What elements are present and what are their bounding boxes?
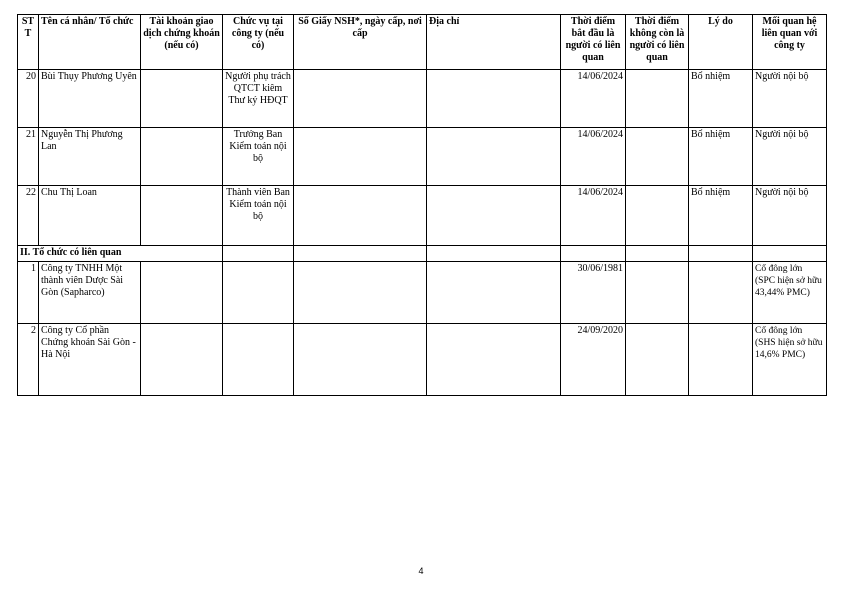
row-end xyxy=(626,186,689,246)
section-cell xyxy=(223,246,294,262)
row-position: Thành viên Ban Kiểm toán nội bộ xyxy=(223,186,294,246)
row-address xyxy=(427,262,561,324)
row-relation: Người nội bộ xyxy=(753,186,827,246)
row-relation: Cổ đông lớn (SPC hiện sở hữu 43,44% PMC) xyxy=(753,262,827,324)
row-name: Nguyễn Thị Phương Lan xyxy=(39,128,141,186)
row-stt: 1 xyxy=(18,262,39,324)
row-end xyxy=(626,262,689,324)
row-stt: 22 xyxy=(18,186,39,246)
row-position xyxy=(223,262,294,324)
section-cell xyxy=(427,246,561,262)
row-position: Trưởng Ban Kiểm toán nội bộ xyxy=(223,128,294,186)
row-position: Người phụ trách QTCT kiêm Thư ký HĐQT xyxy=(223,70,294,128)
row-relation: Người nội bộ xyxy=(753,70,827,128)
row-account xyxy=(141,186,223,246)
row-account xyxy=(141,324,223,396)
header-relation: Mối quan hệ liên quan với công ty xyxy=(753,15,827,70)
row-end xyxy=(626,324,689,396)
row-name: Bùi Thụy Phương Uyên xyxy=(39,70,141,128)
row-start: 14/06/2024 xyxy=(561,186,626,246)
header-end: Thời điểm không còn là người có liên quan xyxy=(626,15,689,70)
row-account xyxy=(141,262,223,324)
header-address: Địa chỉ xyxy=(427,15,561,70)
section-title: II. Tổ chức có liên quan xyxy=(18,246,223,262)
table-row xyxy=(18,128,827,186)
header-name: Tên cá nhân/ Tổ chức xyxy=(39,15,141,70)
row-name: Chu Thị Loan xyxy=(39,186,141,246)
section-cell xyxy=(294,246,427,262)
row-name: Công ty Cổ phần Chứng khoán Sài Gòn - Hà Nội xyxy=(39,324,141,396)
section-cell xyxy=(689,246,753,262)
row-address xyxy=(427,186,561,246)
row-relation: Người nội bộ xyxy=(753,128,827,186)
row-reason xyxy=(689,324,753,396)
row-stt: 20 xyxy=(18,70,39,128)
row-address xyxy=(427,70,561,128)
section-cell xyxy=(626,246,689,262)
row-relation: Cổ đông lớn (SHS hiện sở hữu 14,6% PMC) xyxy=(753,324,827,396)
header-reason: Lý do xyxy=(689,15,753,70)
related-parties-table xyxy=(17,14,827,396)
row-address xyxy=(427,324,561,396)
row-account xyxy=(141,70,223,128)
section-cell xyxy=(561,246,626,262)
table-row xyxy=(18,262,827,324)
header-position: Chức vụ tại công ty (nếu có) xyxy=(223,15,294,70)
row-account xyxy=(141,128,223,186)
row-reason: Bổ nhiệm xyxy=(689,186,753,246)
header-nsh: Số Giấy NSH*, ngày cấp, nơi cấp xyxy=(294,15,427,70)
header-start: Thời điểm bắt đầu là người có liên quan xyxy=(561,15,626,70)
row-nsh xyxy=(294,70,427,128)
row-reason xyxy=(689,262,753,324)
table-row xyxy=(18,324,827,396)
row-reason: Bổ nhiệm xyxy=(689,128,753,186)
row-address xyxy=(427,128,561,186)
row-position xyxy=(223,324,294,396)
row-start: 30/06/1981 xyxy=(561,262,626,324)
row-end xyxy=(626,70,689,128)
row-reason: Bổ nhiệm xyxy=(689,70,753,128)
table-row xyxy=(18,186,827,246)
row-start: 24/09/2020 xyxy=(561,324,626,396)
row-nsh xyxy=(294,324,427,396)
row-name: Công ty TNHH Một thành viên Dược Sài Gòn (Sapharco) xyxy=(39,262,141,324)
row-start: 14/06/2024 xyxy=(561,70,626,128)
row-nsh xyxy=(294,186,427,246)
row-stt: 2 xyxy=(18,324,39,396)
header-account: Tài khoản giao dịch chứng khoán (nếu có) xyxy=(141,15,223,70)
row-end xyxy=(626,128,689,186)
page-number: 4 xyxy=(418,566,424,576)
table-row xyxy=(18,70,827,128)
header-stt: STT xyxy=(18,15,39,70)
table-header-row xyxy=(18,15,827,70)
row-stt: 21 xyxy=(18,128,39,186)
row-nsh xyxy=(294,128,427,186)
section-row xyxy=(18,246,827,262)
row-start: 14/06/2024 xyxy=(561,128,626,186)
section-cell xyxy=(753,246,827,262)
row-nsh xyxy=(294,262,427,324)
